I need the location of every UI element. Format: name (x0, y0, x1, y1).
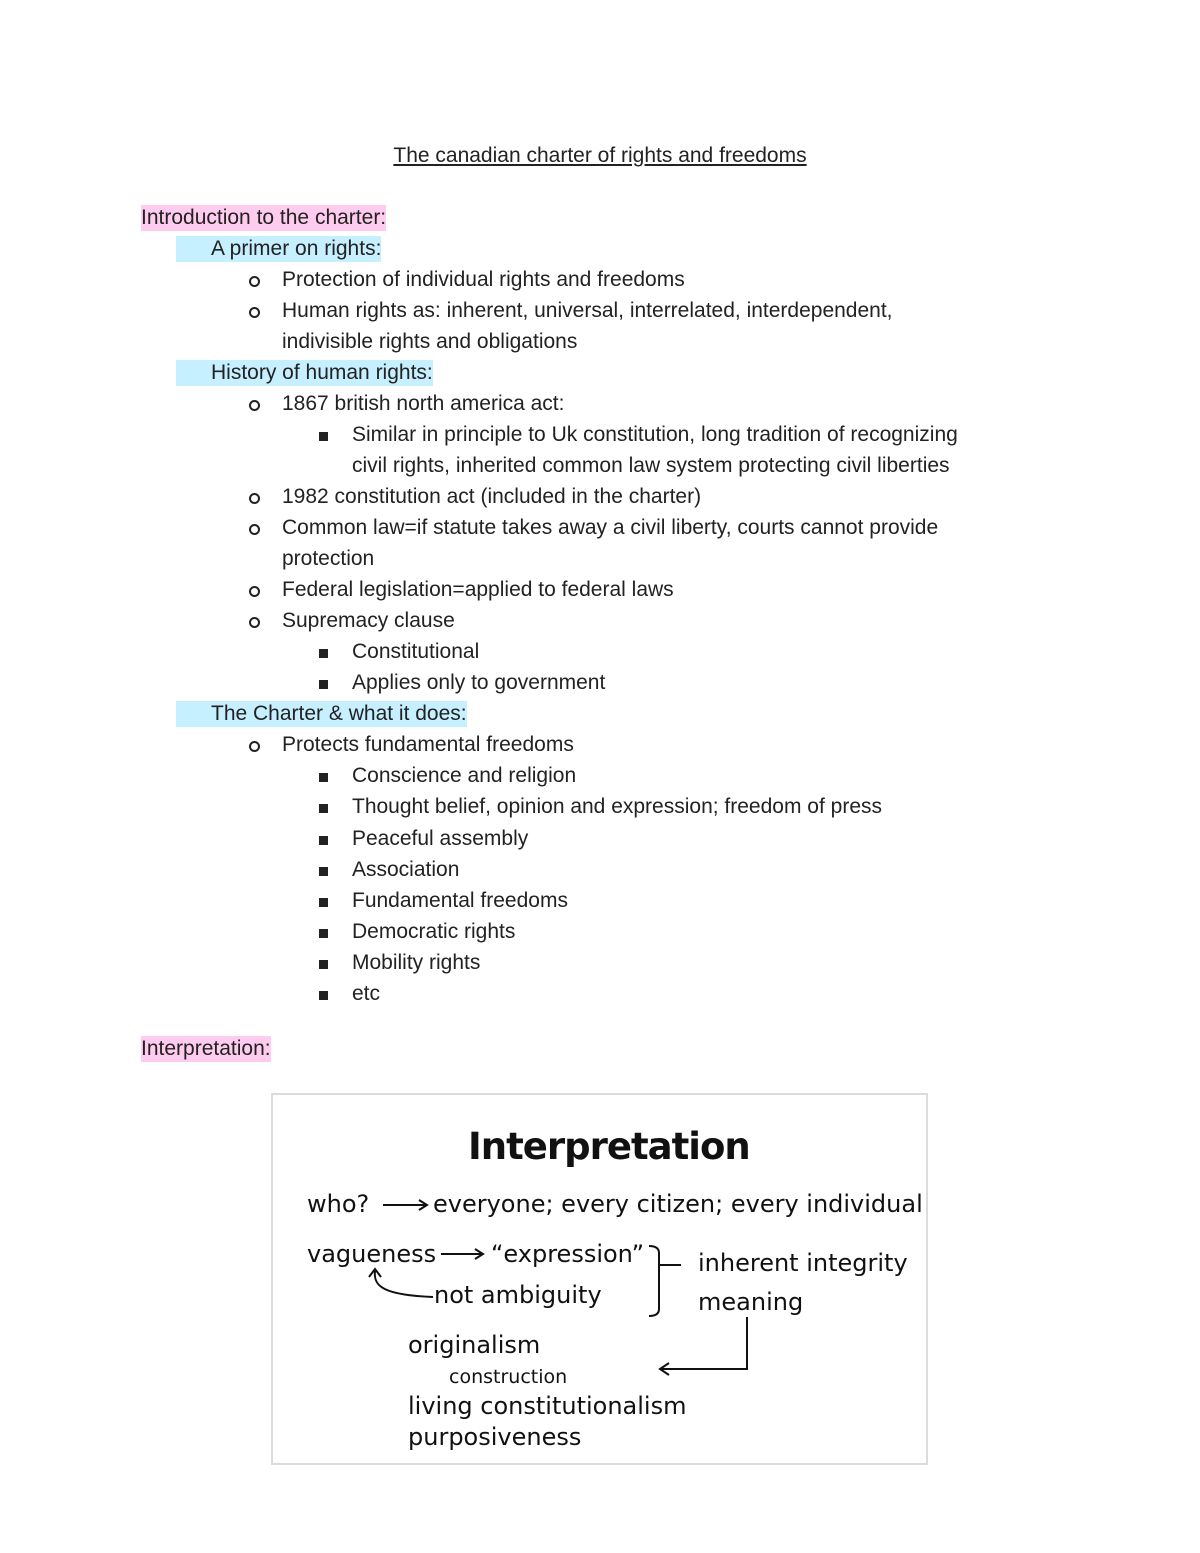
list-item: Human rights as: inherent, universal, interrelated, interdependent, (282, 299, 893, 322)
bullet-ring (249, 276, 260, 287)
list-item: Similar in principle to Uk constitution, long tradition of recognizing (352, 423, 958, 446)
bullet-square (319, 898, 328, 907)
interpretation-figure (271, 1093, 928, 1465)
list-item: Fundamental freedoms (352, 889, 568, 912)
figure-meaning: meaning (698, 1288, 804, 1316)
section-heading-introduction: Introduction to the charter: (141, 206, 387, 229)
list-item: Common law=if statute takes away a civil liberty, courts cannot provide (282, 516, 939, 539)
document-title: The canadian charter of rights and freedoms (393, 144, 807, 167)
list-item-continuation: indivisible rights and obligations (282, 330, 578, 353)
bullet-ring (249, 741, 260, 752)
list-item: etc (352, 982, 381, 1005)
figure-arrows (273, 1095, 926, 1463)
bullet-ring (249, 617, 260, 628)
figure-purposiveness: purposiveness (408, 1423, 582, 1451)
bullet-square (319, 773, 328, 782)
subsection-primer: A primer on rights: (176, 236, 381, 262)
bullet-square (319, 960, 328, 969)
figure-vagueness: vagueness (307, 1240, 437, 1268)
list-item: Democratic rights (352, 920, 516, 943)
bracket-right (649, 1246, 659, 1316)
figure-living-constitutionalism: living constitutionalism (408, 1392, 687, 1420)
section-heading-interpretation: Interpretation: (141, 1037, 271, 1060)
bullet-square (319, 929, 328, 938)
list-item: Thought belief, opinion and expression; freedom of press (352, 795, 882, 818)
figure-inherent-integrity: inherent integrity (698, 1249, 908, 1277)
bullet-square (319, 649, 328, 658)
arrow-meaning (661, 1317, 747, 1369)
bullet-square (319, 680, 328, 689)
list-item: 1867 british north america act: (282, 392, 565, 415)
list-item: Constitutional (352, 640, 480, 663)
bullet-ring (249, 307, 260, 318)
figure-title: Interpretation (468, 1125, 750, 1168)
arrow-curve-ambiguity (375, 1271, 433, 1297)
figure-not-ambiguity: not ambiguity (434, 1281, 602, 1309)
list-item: Peaceful assembly (352, 827, 529, 850)
figure-who-answer: everyone; every citizen; every individual (433, 1190, 923, 1218)
list-item: Conscience and religion (352, 764, 577, 787)
figure-originalism: originalism (408, 1331, 541, 1359)
list-item: 1982 constitution act (included in the charter) (282, 485, 702, 508)
bullet-square (319, 867, 328, 876)
bullet-ring (249, 400, 260, 411)
subsection-history: History of human rights: (176, 360, 433, 386)
list-item: Mobility rights (352, 951, 481, 974)
bullet-ring (249, 493, 260, 504)
list-item: Association (352, 858, 460, 881)
bullet-square (319, 432, 328, 441)
subsection-charter: The Charter & what it does: (176, 701, 467, 727)
figure-construction: construction (449, 1366, 568, 1388)
bullet-square (319, 991, 328, 1000)
list-item: Applies only to government (352, 671, 606, 694)
list-item: Protects fundamental freedoms (282, 733, 574, 756)
figure-expression: “expression” (491, 1240, 645, 1268)
list-item: Federal legislation=applied to federal laws (282, 578, 674, 601)
bullet-square (319, 836, 328, 845)
figure-who: who? (307, 1190, 370, 1218)
bullet-ring (249, 524, 260, 535)
bullet-ring (249, 586, 260, 597)
list-item-continuation: civil rights, inherited common law system protecting civil liberties (352, 454, 950, 477)
list-item: Supremacy clause (282, 609, 455, 632)
list-item: Protection of individual rights and freedoms (282, 268, 685, 291)
list-item-continuation: protection (282, 547, 375, 570)
bullet-square (319, 804, 328, 813)
